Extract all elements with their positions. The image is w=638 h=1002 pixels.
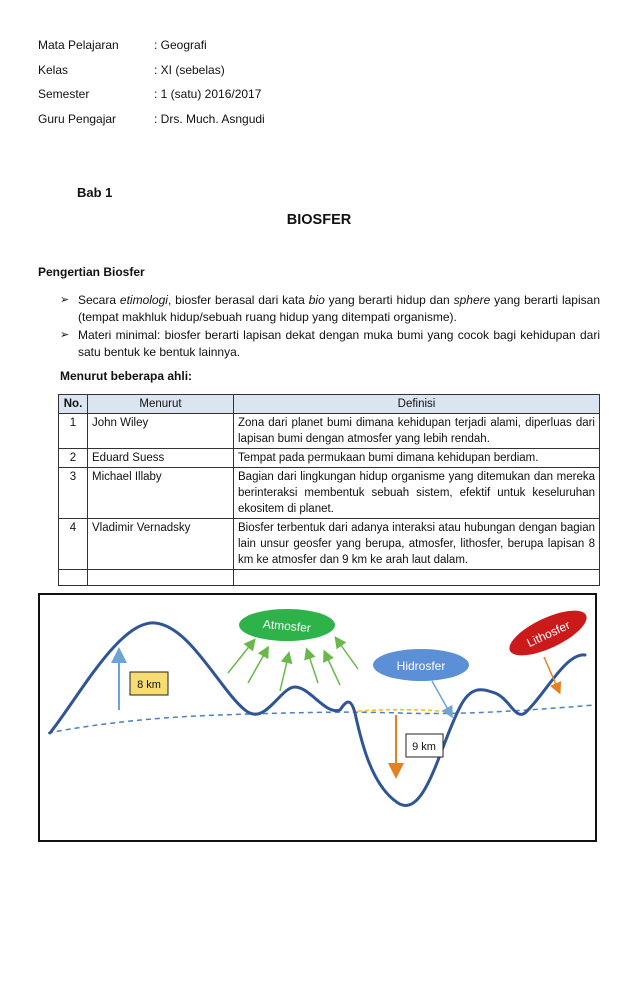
cell-definisi: Tempat pada permukaan bumi dimana kehidupan berdiam. xyxy=(234,449,600,468)
depth-label: 9 km xyxy=(412,741,436,753)
biosphere-diagram xyxy=(38,593,597,842)
term-sphere: sphere xyxy=(453,293,491,307)
experts-table xyxy=(58,394,600,586)
info-key: Mata Pelajaran xyxy=(38,38,119,52)
table-row xyxy=(59,468,600,519)
hidrosfer-label: Hidrosfer xyxy=(396,659,446,673)
hidrosfer-arrow xyxy=(432,681,450,713)
cell-empty xyxy=(88,570,234,586)
cell-menurut: Michael Illaby xyxy=(88,468,234,519)
lithosfer-arrow xyxy=(544,657,558,689)
bullet-arrow-icon: ➢ xyxy=(60,329,70,341)
header-menurut: Menurut xyxy=(88,395,234,414)
height-label: 8 km xyxy=(137,679,161,691)
info-value: : Drs. Much. Asngudi xyxy=(154,111,265,126)
info-row xyxy=(38,63,265,88)
definition-list xyxy=(60,292,600,362)
info-key: Guru Pengajar xyxy=(38,111,117,126)
atmosfer-arrow xyxy=(228,643,252,673)
cell-definisi: Bagian dari lingkungan hidup organisme yang ditemukan dan mereka berinteraksi membentuk sebuah sistem, efektif untuk keseluruhan ekositem di planet. xyxy=(234,468,600,519)
bullet-arrow-icon: ➢ xyxy=(60,294,70,306)
info-key: Semester xyxy=(38,87,90,101)
cell-no: 3 xyxy=(59,468,88,519)
header-no: No. xyxy=(59,395,88,414)
info-value: : XI (sebelas) xyxy=(154,62,225,77)
table-row-empty xyxy=(59,570,600,586)
table-header-row xyxy=(59,395,600,414)
table-title: Menurut beberapa ahli: xyxy=(60,369,193,383)
info-row xyxy=(38,112,265,137)
cell-definisi: Biosfer terbentuk dari adanya interaksi atau hubungan dengan bagian lain unsur geosfer yang berupa, atmosfer, lithosfer, berupa lapisan 8 km ke atmosfer dan 9 km ke arah laut dalam. xyxy=(234,519,600,570)
lithosfer-label: Lithosfer xyxy=(524,617,573,650)
info-value: : Geografi xyxy=(154,38,207,52)
table-row xyxy=(59,449,600,468)
table-row xyxy=(59,519,600,570)
atmosfer-arrow xyxy=(308,653,318,683)
section-title: Pengertian Biosfer xyxy=(38,265,145,279)
diagram-canvas xyxy=(40,595,595,840)
term-etimologi: etimologi xyxy=(119,293,168,307)
atmosfer-arrow xyxy=(280,657,288,691)
cell-empty xyxy=(234,570,600,586)
subject-info xyxy=(38,38,265,136)
list-item xyxy=(60,327,600,361)
text: , biosfer berasal dari kata xyxy=(167,293,309,307)
cell-menurut: Vladimir Vernadsky xyxy=(88,519,234,570)
list-item xyxy=(60,292,600,326)
cell-no: 4 xyxy=(59,519,88,570)
page-title: BIOSFER xyxy=(286,212,352,228)
cell-definisi: Zona dari planet bumi dimana kehidupan terjadi alami, diperluas dari lapisan bumi dengan atmosfer yang lebih rendah. xyxy=(234,414,600,449)
text: Materi minimal: biosfer berarti lapisan dekat dengan muka bumi yang cocok bagi kehidupan dari satu bentuk ke bentuk lainnya. xyxy=(78,328,600,359)
terrain-profile xyxy=(50,623,585,806)
atmosfer-arrow xyxy=(326,655,340,685)
info-value: : 1 (satu) 2016/2017 xyxy=(154,87,262,101)
cell-menurut: John Wiley xyxy=(88,414,234,449)
cell-no: 2 xyxy=(59,449,88,468)
atmosfer-arrow xyxy=(338,641,358,669)
cell-no: 1 xyxy=(59,414,88,449)
table-row xyxy=(59,414,600,449)
cell-empty xyxy=(59,570,88,586)
term-bio: bio xyxy=(308,293,325,307)
info-row xyxy=(38,87,265,112)
text: yang berarti hidup dan xyxy=(324,293,454,307)
text: Secara xyxy=(78,293,120,307)
chapter-label: Bab 1 xyxy=(77,185,113,200)
info-key: Kelas xyxy=(38,62,69,77)
atmosfer-label: Atmosfer xyxy=(262,616,312,636)
header-definisi: Definisi xyxy=(234,395,600,414)
info-row xyxy=(38,38,265,63)
atmosfer-arrow xyxy=(248,651,266,683)
cell-menurut: Eduard Suess xyxy=(88,449,234,468)
text: yang berarti lapisan (tempat makhluk hidup/sebuah ruang hidup yang ditempati organisme). xyxy=(78,293,600,324)
